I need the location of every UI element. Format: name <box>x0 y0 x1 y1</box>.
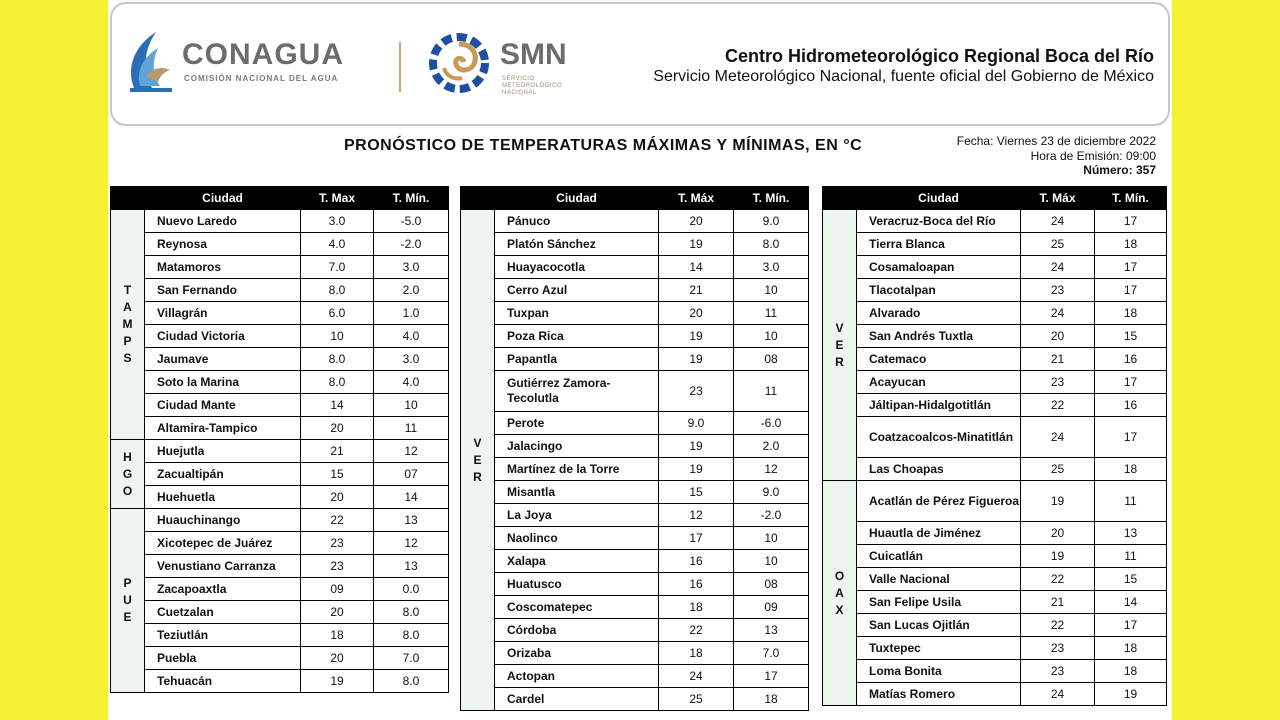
temp-min: 18 <box>1095 302 1167 325</box>
temp-min: 11 <box>1095 481 1167 522</box>
city-name: Jalacingo <box>495 435 659 458</box>
temp-min: 17 <box>734 665 809 688</box>
temp-max: 25 <box>659 688 734 711</box>
temp-min: 13 <box>734 619 809 642</box>
forecast-document <box>108 0 1172 720</box>
column-header-min: T. Mín. <box>1095 187 1167 210</box>
table-row <box>461 279 809 302</box>
temp-min: 9.0 <box>734 481 809 504</box>
temp-min: -6.0 <box>734 412 809 435</box>
temp-min: 19 <box>1095 683 1167 706</box>
city-name: Matamoros <box>145 256 301 279</box>
table-row <box>823 545 1167 568</box>
temp-max: 24 <box>1021 256 1095 279</box>
temp-min: 18 <box>1095 233 1167 256</box>
city-name: Tehuacán <box>145 670 301 693</box>
table-row <box>461 481 809 504</box>
temp-max: 22 <box>1021 614 1095 637</box>
temp-min: 14 <box>374 486 449 509</box>
issue-time: Hora de Emisión: 09:00 <box>1030 148 1156 163</box>
city-name: Gutiérrez Zamora-Tecolutla <box>495 371 659 412</box>
city-name: Nuevo Laredo <box>145 210 301 233</box>
city-name: San Andrés Tuxtla <box>857 325 1021 348</box>
city-name: Platón Sánchez <box>495 233 659 256</box>
table-row <box>461 550 809 573</box>
table-row <box>823 256 1167 279</box>
table-header-row <box>823 187 1167 210</box>
table-row <box>461 688 809 711</box>
city-name: Martínez de la Torre <box>495 458 659 481</box>
table-row <box>823 522 1167 545</box>
table-row <box>111 394 449 417</box>
city-name: Zacualtipán <box>145 463 301 486</box>
table-row <box>823 302 1167 325</box>
city-name: San Lucas Ojitlán <box>857 614 1021 637</box>
city-name: Acayucan <box>857 371 1021 394</box>
city-name: Xalapa <box>495 550 659 573</box>
temp-max: 23 <box>1021 660 1095 683</box>
temp-max: 23 <box>301 555 374 578</box>
smn-name: SMN <box>500 38 567 71</box>
column-header-max: T. Máx <box>659 187 734 210</box>
temp-max: 23 <box>1021 371 1095 394</box>
table-row <box>823 614 1167 637</box>
temp-max: 21 <box>659 279 734 302</box>
city-name: Tuxpan <box>495 302 659 325</box>
table-row <box>461 233 809 256</box>
temp-min: 4.0 <box>374 371 449 394</box>
table-row <box>111 348 449 371</box>
table-row <box>111 302 449 325</box>
table-row <box>823 568 1167 591</box>
table-row <box>111 509 449 532</box>
city-name: Cosamaloapan <box>857 256 1021 279</box>
conagua-logo-icon <box>126 28 176 94</box>
temp-max: 19 <box>301 670 374 693</box>
city-name: Cardel <box>495 688 659 711</box>
temp-min: 17 <box>1095 210 1167 233</box>
temp-max: 22 <box>659 619 734 642</box>
temp-min: 2.0 <box>374 279 449 302</box>
city-name: Pánuco <box>495 210 659 233</box>
temp-max: 6.0 <box>301 302 374 325</box>
temp-max: 19 <box>1021 545 1095 568</box>
temp-max: 10 <box>301 325 374 348</box>
state-label: OAX <box>823 481 857 706</box>
temp-max: 20 <box>1021 325 1095 348</box>
temp-min: 3.0 <box>374 348 449 371</box>
temp-min: 11 <box>734 302 809 325</box>
table-row <box>461 527 809 550</box>
temp-max: 16 <box>659 573 734 596</box>
temp-max: 21 <box>1021 591 1095 614</box>
temp-max: 24 <box>1021 302 1095 325</box>
temp-min: -2.0 <box>734 504 809 527</box>
table-row <box>823 637 1167 660</box>
table-row <box>823 481 1167 522</box>
temp-max: 7.0 <box>301 256 374 279</box>
temp-min: 8.0 <box>374 624 449 647</box>
temp-min: 0.0 <box>374 578 449 601</box>
center-subtitle: Servicio Meteorológico Nacional, fuente oficial del Gobierno de México <box>653 68 1154 85</box>
city-name: Catemaco <box>857 348 1021 371</box>
city-name: Villagrán <box>145 302 301 325</box>
table-row <box>461 371 809 412</box>
temp-max: 24 <box>1021 210 1095 233</box>
temp-min: 8.0 <box>374 601 449 624</box>
temp-max: 21 <box>301 440 374 463</box>
temp-max: 22 <box>1021 394 1095 417</box>
conagua-name: CONAGUA <box>182 38 344 71</box>
table-row <box>823 417 1167 458</box>
temp-min: 4.0 <box>374 325 449 348</box>
city-name: San Fernando <box>145 279 301 302</box>
table-row <box>461 435 809 458</box>
table-row <box>111 463 449 486</box>
city-name: Actopan <box>495 665 659 688</box>
table-row <box>111 233 449 256</box>
city-name: Jáltipan-Hidalgotitlán <box>857 394 1021 417</box>
state-label: VER <box>823 210 857 481</box>
city-name: Alvarado <box>857 302 1021 325</box>
temp-max: 23 <box>1021 637 1095 660</box>
temp-max: 8.0 <box>301 279 374 302</box>
table-row <box>823 683 1167 706</box>
column-header-min: T. Mín. <box>734 187 809 210</box>
temp-min: 17 <box>1095 279 1167 302</box>
table-row <box>111 532 449 555</box>
temp-min: 8.0 <box>374 670 449 693</box>
temp-max: 09 <box>301 578 374 601</box>
forecast-table-1 <box>110 186 449 693</box>
temp-max: 19 <box>659 233 734 256</box>
temp-max: 24 <box>659 665 734 688</box>
table-row <box>111 647 449 670</box>
column-header-max: T. Max <box>301 187 374 210</box>
temp-min: 13 <box>374 555 449 578</box>
table-row <box>111 578 449 601</box>
temp-min: -5.0 <box>374 210 449 233</box>
temp-min: 3.0 <box>374 256 449 279</box>
state-label: VER <box>461 210 495 711</box>
temp-max: 20 <box>301 601 374 624</box>
temp-max: 15 <box>659 481 734 504</box>
temp-max: 15 <box>301 463 374 486</box>
issue-number: Número: 357 <box>1083 163 1156 177</box>
city-name: Ciudad Victoria <box>145 325 301 348</box>
city-name: Cuicatlán <box>857 545 1021 568</box>
temp-max: 22 <box>301 509 374 532</box>
temp-min: 09 <box>734 596 809 619</box>
table-row <box>111 210 449 233</box>
temp-max: 3.0 <box>301 210 374 233</box>
temp-max: 25 <box>1021 233 1095 256</box>
temp-min: 13 <box>374 509 449 532</box>
table-row <box>111 325 449 348</box>
city-name: Acatlán de Pérez Figueroa <box>857 481 1021 522</box>
temp-max: 14 <box>301 394 374 417</box>
temp-max: 20 <box>301 647 374 670</box>
city-name: Teziutlán <box>145 624 301 647</box>
table-row <box>111 256 449 279</box>
temp-max: 20 <box>659 210 734 233</box>
city-name: Reynosa <box>145 233 301 256</box>
issue-meta <box>957 134 1156 178</box>
temp-max: 24 <box>1021 417 1095 458</box>
temp-max: 9.0 <box>659 412 734 435</box>
table-row <box>461 302 809 325</box>
temp-min: 17 <box>1095 417 1167 458</box>
table-row <box>461 210 809 233</box>
city-name: Huejutla <box>145 440 301 463</box>
temp-min: 14 <box>1095 591 1167 614</box>
city-name: Huehuetla <box>145 486 301 509</box>
temp-max: 22 <box>1021 568 1095 591</box>
table-row <box>461 573 809 596</box>
temp-max: 8.0 <box>301 348 374 371</box>
temp-min: 17 <box>1095 256 1167 279</box>
temp-min: 18 <box>734 688 809 711</box>
logo-divider <box>399 42 401 92</box>
temp-max: 19 <box>659 325 734 348</box>
table-row <box>111 555 449 578</box>
city-name: Zacapoaxtla <box>145 578 301 601</box>
temp-max: 19 <box>1021 481 1095 522</box>
table-row <box>823 325 1167 348</box>
page-title: PRONÓSTICO DE TEMPERATURAS MÁXIMAS Y MÍNIMAS, EN °C <box>344 137 863 154</box>
table-row <box>461 412 809 435</box>
temp-max: 19 <box>659 458 734 481</box>
city-name: Huauchinango <box>145 509 301 532</box>
table-row <box>461 619 809 642</box>
state-label: HGO <box>111 440 145 509</box>
temp-max: 20 <box>1021 522 1095 545</box>
forecast-table-3 <box>822 186 1167 706</box>
city-name: Cuetzalan <box>145 601 301 624</box>
city-name: Veracruz-Boca del Río <box>857 210 1021 233</box>
temp-max: 12 <box>659 504 734 527</box>
table-row <box>111 279 449 302</box>
city-name: Córdoba <box>495 619 659 642</box>
temp-min: 07 <box>374 463 449 486</box>
table-row <box>461 596 809 619</box>
temp-min: 10 <box>374 394 449 417</box>
city-name: Cerro Azul <box>495 279 659 302</box>
table-row <box>461 504 809 527</box>
temp-min: 10 <box>734 279 809 302</box>
issue-date: Fecha: Viernes 23 de diciembre 2022 <box>956 134 1156 148</box>
city-name: Orizaba <box>495 642 659 665</box>
table-row <box>823 371 1167 394</box>
temp-min: 10 <box>734 527 809 550</box>
state-label: PUE <box>111 509 145 693</box>
city-name: Tlacotalpan <box>857 279 1021 302</box>
table-row <box>823 458 1167 481</box>
temp-min: 11 <box>734 371 809 412</box>
city-name: Perote <box>495 412 659 435</box>
city-name: Huatusco <box>495 573 659 596</box>
center-title: Centro Hidrometeorológico Regional Boca del Río <box>724 46 1154 66</box>
table-row <box>111 486 449 509</box>
city-name: La Joya <box>495 504 659 527</box>
conagua-subtitle: COMISIÓN NACIONAL DEL AGUA <box>184 74 339 83</box>
temp-max: 20 <box>659 302 734 325</box>
temp-min: 2.0 <box>734 435 809 458</box>
column-header-max: T. Máx <box>1021 187 1095 210</box>
city-name: Altamira-Tampico <box>145 417 301 440</box>
city-name: Papantla <box>495 348 659 371</box>
city-name: Puebla <box>145 647 301 670</box>
city-name: Tierra Blanca <box>857 233 1021 256</box>
table-row <box>461 325 809 348</box>
temp-min: 16 <box>1095 348 1167 371</box>
city-name: Huautla de Jiménez <box>857 522 1021 545</box>
city-name: Coatzacoalcos-Minatitlán <box>857 417 1021 458</box>
temp-max: 16 <box>659 550 734 573</box>
temp-min: 11 <box>1095 545 1167 568</box>
temp-max: 24 <box>1021 683 1095 706</box>
temp-min: 3.0 <box>734 256 809 279</box>
temp-max: 18 <box>659 596 734 619</box>
document-header <box>110 2 1170 126</box>
city-name: Las Choapas <box>857 458 1021 481</box>
temp-max: 23 <box>301 532 374 555</box>
table-row <box>461 458 809 481</box>
city-name: Huayacocotla <box>495 256 659 279</box>
table-row <box>461 642 809 665</box>
table-row <box>111 440 449 463</box>
temp-min: 18 <box>1095 458 1167 481</box>
temp-max: 23 <box>1021 279 1095 302</box>
table-row <box>111 624 449 647</box>
table-row <box>111 670 449 693</box>
city-name: Xicotepec de Juárez <box>145 532 301 555</box>
temp-min: 13 <box>1095 522 1167 545</box>
table-row <box>823 279 1167 302</box>
city-name: Tuxtepec <box>857 637 1021 660</box>
table-row <box>111 417 449 440</box>
temp-min: 8.0 <box>734 233 809 256</box>
temp-min: 18 <box>1095 637 1167 660</box>
temp-min: 17 <box>1095 371 1167 394</box>
temp-min: 7.0 <box>374 647 449 670</box>
temp-min: 08 <box>734 573 809 596</box>
temp-max: 21 <box>1021 348 1095 371</box>
state-label: TAMPS <box>111 210 145 440</box>
temp-min: 9.0 <box>734 210 809 233</box>
temp-min: 17 <box>1095 614 1167 637</box>
table-row <box>461 256 809 279</box>
temp-max: 17 <box>659 527 734 550</box>
temp-min: 11 <box>374 417 449 440</box>
city-name: Matías Romero <box>857 683 1021 706</box>
temp-min: 10 <box>734 325 809 348</box>
temp-max: 14 <box>659 256 734 279</box>
temp-min: 1.0 <box>374 302 449 325</box>
temp-min: 12 <box>734 458 809 481</box>
city-name: Poza Rica <box>495 325 659 348</box>
column-header-city: Ciudad <box>495 187 659 210</box>
temp-max: 20 <box>301 486 374 509</box>
forecast-table-2 <box>460 186 809 711</box>
temp-min: -2.0 <box>374 233 449 256</box>
table-row <box>461 665 809 688</box>
temp-max: 4.0 <box>301 233 374 256</box>
temp-max: 18 <box>659 642 734 665</box>
temp-max: 23 <box>659 371 734 412</box>
city-name: Jaumave <box>145 348 301 371</box>
table-row <box>823 233 1167 256</box>
temp-max: 25 <box>1021 458 1095 481</box>
city-name: Venustiano Carranza <box>145 555 301 578</box>
table-row <box>111 601 449 624</box>
smn-logo-icon <box>428 32 490 94</box>
temp-max: 20 <box>301 417 374 440</box>
temp-max: 18 <box>301 624 374 647</box>
temp-min: 12 <box>374 440 449 463</box>
table-row <box>823 394 1167 417</box>
city-name: Loma Bonita <box>857 660 1021 683</box>
column-header-min: T. Mín. <box>374 187 449 210</box>
table-row <box>823 660 1167 683</box>
table-header-row <box>461 187 809 210</box>
table-header-row <box>111 187 449 210</box>
table-row <box>461 348 809 371</box>
column-header-city: Ciudad <box>857 187 1021 210</box>
temp-min: 08 <box>734 348 809 371</box>
temp-min: 10 <box>734 550 809 573</box>
temp-max: 19 <box>659 348 734 371</box>
temp-min: 15 <box>1095 568 1167 591</box>
city-name: San Felipe Usila <box>857 591 1021 614</box>
city-name: Naolinco <box>495 527 659 550</box>
table-row <box>823 348 1167 371</box>
city-name: Soto la Marina <box>145 371 301 394</box>
temp-min: 16 <box>1095 394 1167 417</box>
smn-subtitle: SERVICIO METEOROLÓGICO NACIONAL <box>502 76 563 96</box>
temp-min: 15 <box>1095 325 1167 348</box>
city-name: Misantla <box>495 481 659 504</box>
table-row <box>823 210 1167 233</box>
temp-min: 12 <box>374 532 449 555</box>
table-row <box>823 591 1167 614</box>
city-name: Coscomatepec <box>495 596 659 619</box>
temp-max: 8.0 <box>301 371 374 394</box>
city-name: Valle Nacional <box>857 568 1021 591</box>
table-row <box>111 371 449 394</box>
temp-min: 7.0 <box>734 642 809 665</box>
city-name: Ciudad Mante <box>145 394 301 417</box>
temp-min: 18 <box>1095 660 1167 683</box>
temp-max: 19 <box>659 435 734 458</box>
column-header-city: Ciudad <box>145 187 301 210</box>
